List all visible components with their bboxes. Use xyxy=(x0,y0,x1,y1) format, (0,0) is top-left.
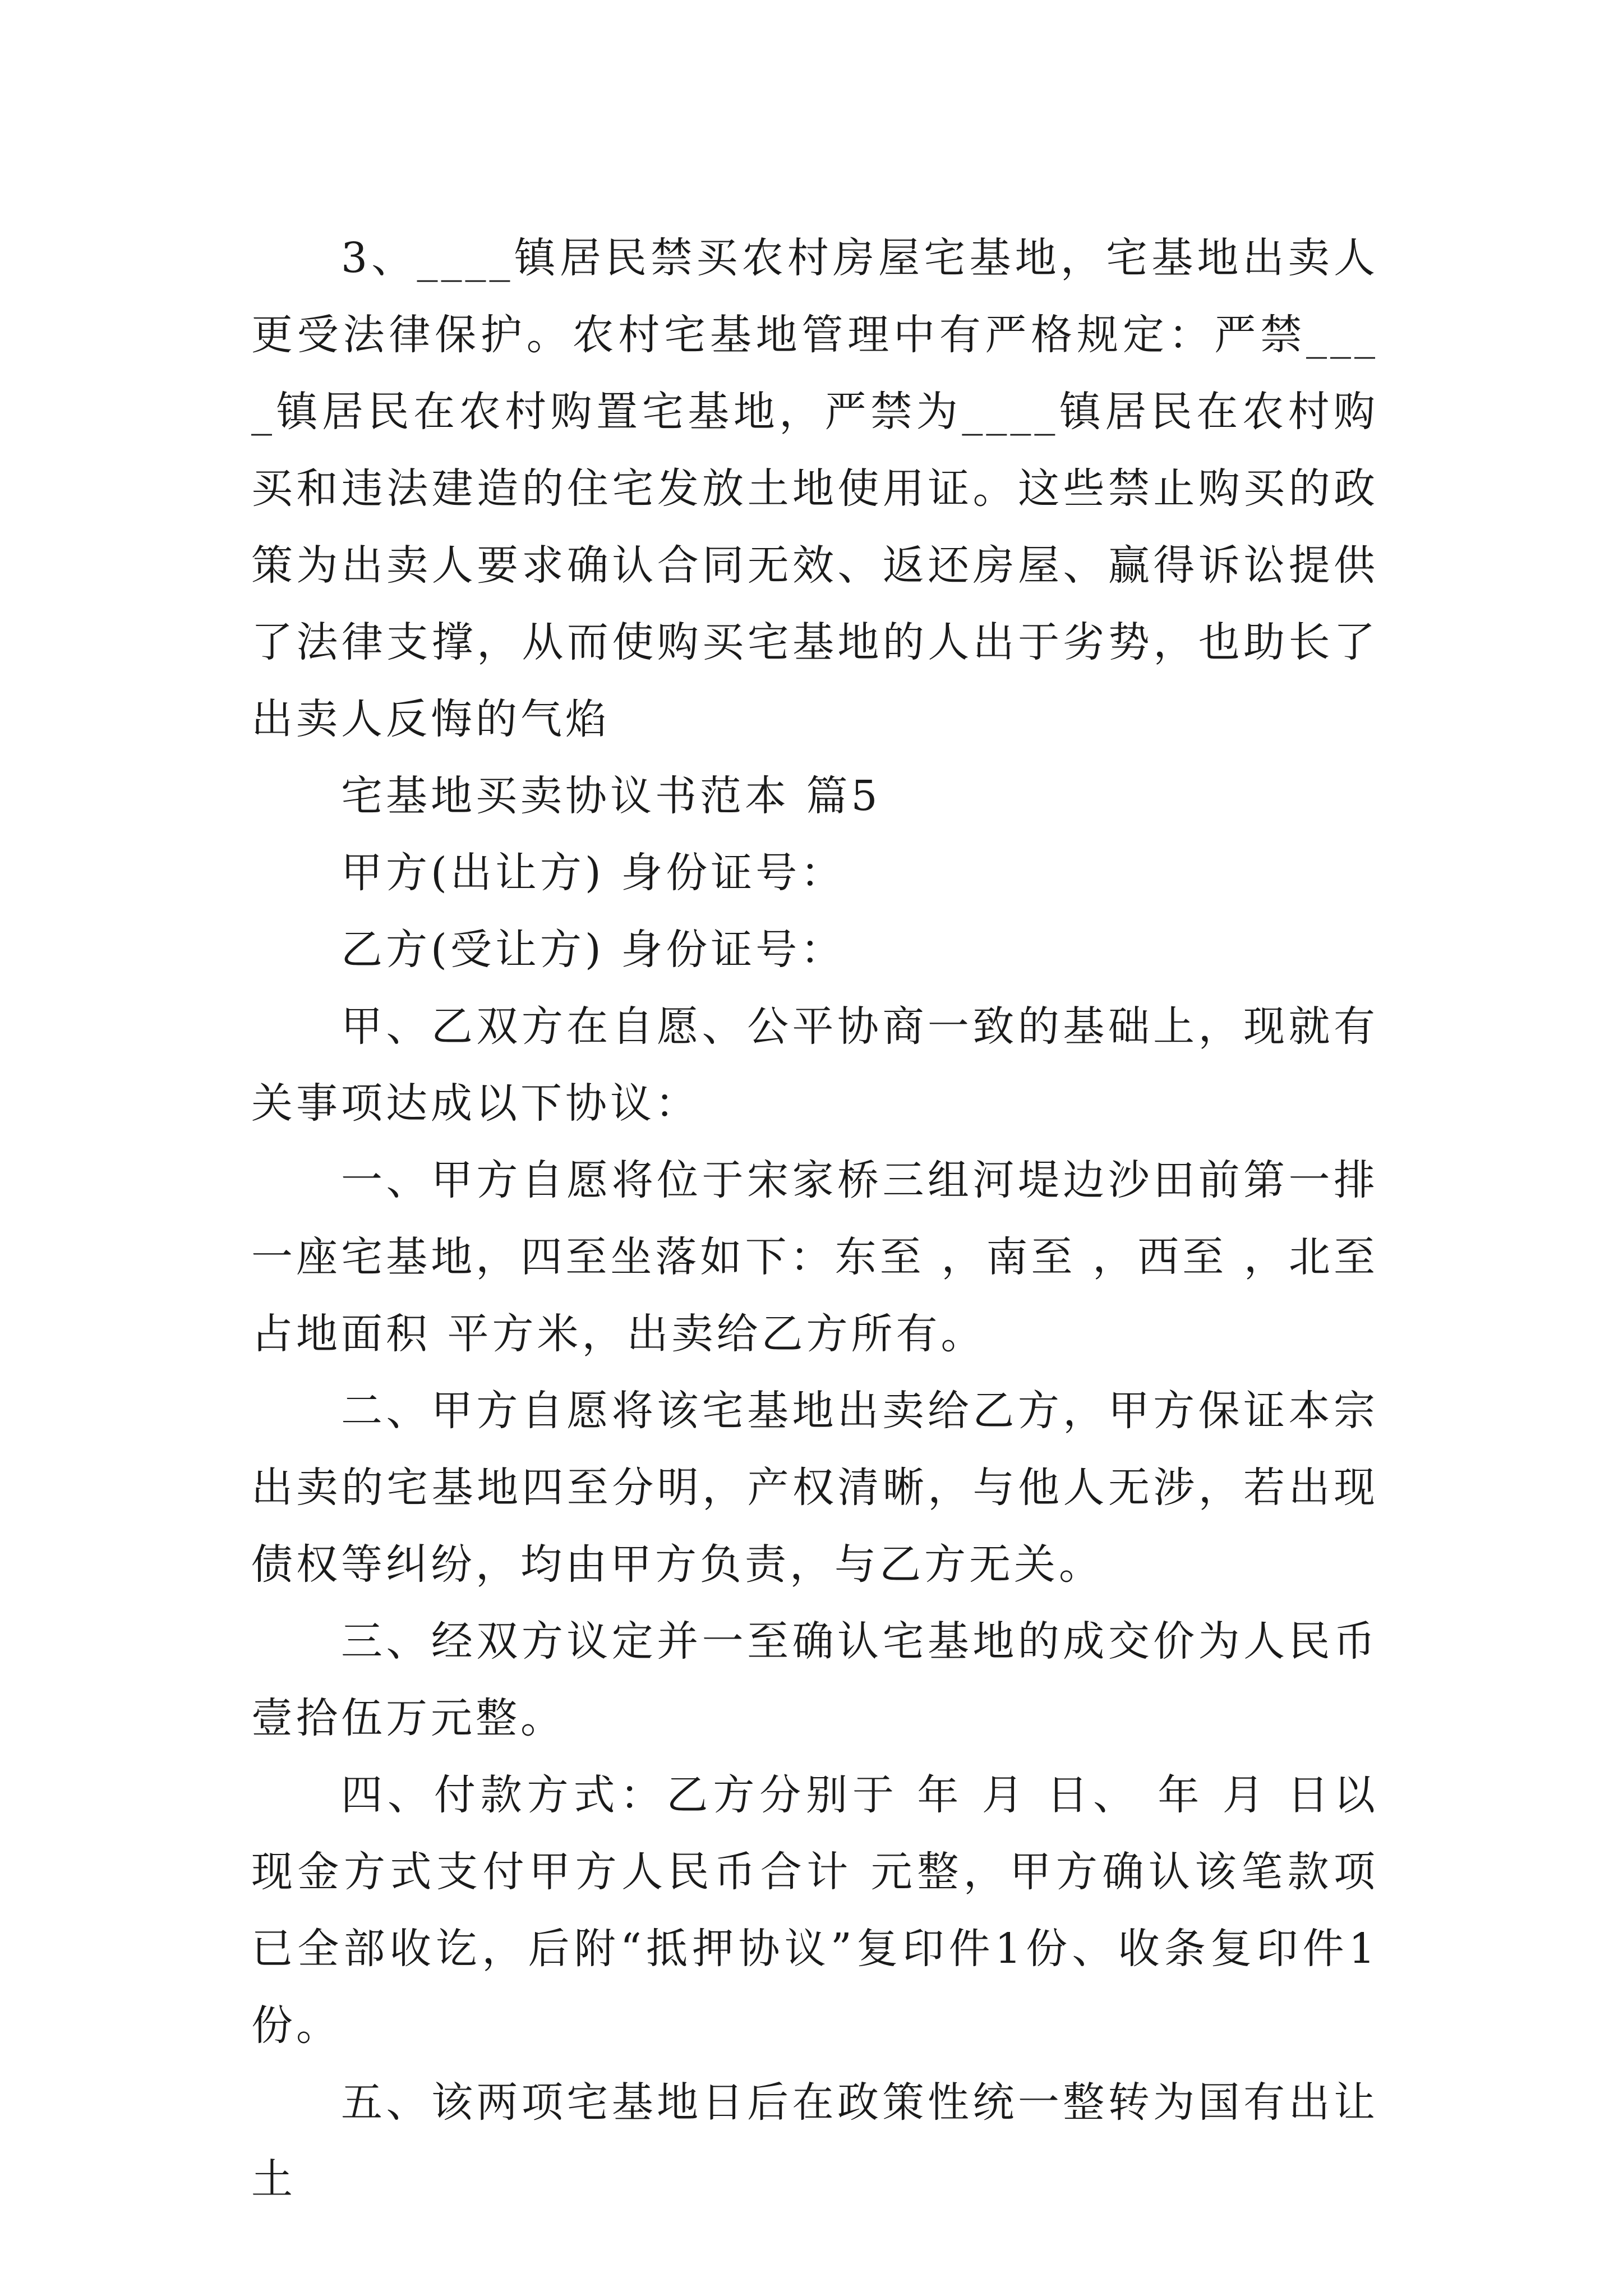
party-b-id-line: 乙方(受让方) 身份证号： xyxy=(341,926,846,974)
document-body xyxy=(251,220,1378,2218)
section-heading: 宅基地买卖协议书范本 篇5 xyxy=(341,772,881,820)
paragraph-clause-2: 二、甲方自愿将该宅基地出卖给乙方，甲方保证本宗出卖的宅基地四至分明，产权清晰，与他人无涉，若出现债权等纠纷，均由甲方负责，与乙方无关。 xyxy=(251,1387,1378,1589)
paragraph-clause-1: 一、甲方自愿将位于宋家桥三组河堤边沙田前第一排一座宅基地，四至坐落如下：东至 ，南至 ，西至 ，北至 占地面积 平方米，出卖给乙方所有。 xyxy=(251,1156,1378,1358)
paragraph-agreement-intro: 甲、乙双方在自愿、公平协商一致的基础上，现就有关事项达成以下协议： xyxy=(251,1002,1378,1128)
paragraph-clause-3: 三、经双方议定并一至确认宅基地的成交价为人民币壹拾伍万元整。 xyxy=(251,1617,1378,1742)
paragraph-clause-5: 五、该两项宅基地日后在政策性统一整转为国有出让土 xyxy=(251,2078,1378,2203)
paragraph-policy-note: 3、____镇居民禁买农村房屋宅基地，宅基地出卖人更受法律保护。农村宅基地管理中有严格规定：严禁____镇居民在农村购置宅基地，严禁为____镇居民在农村购买和违法建造的住宅发放土地使用证。这些禁止购买的政策为出卖人要求确认合同无效、返还房屋、赢得诉讼提供了法律支撑，从而使购买宅基地的人出于劣势，也助长了出卖人反悔的气焰 xyxy=(251,234,1378,743)
paragraph-clause-4: 四、付款方式：乙方分别于 年 月 日、 年 月 日以现金方式支付甲方人民币合计 元整，甲方确认该笔款项已全部收讫，后附“抵押协议”复印件1份、收条复印件1份。 xyxy=(251,1771,1378,2050)
party-a-id-line: 甲方(出让方) 身份证号： xyxy=(341,849,846,897)
